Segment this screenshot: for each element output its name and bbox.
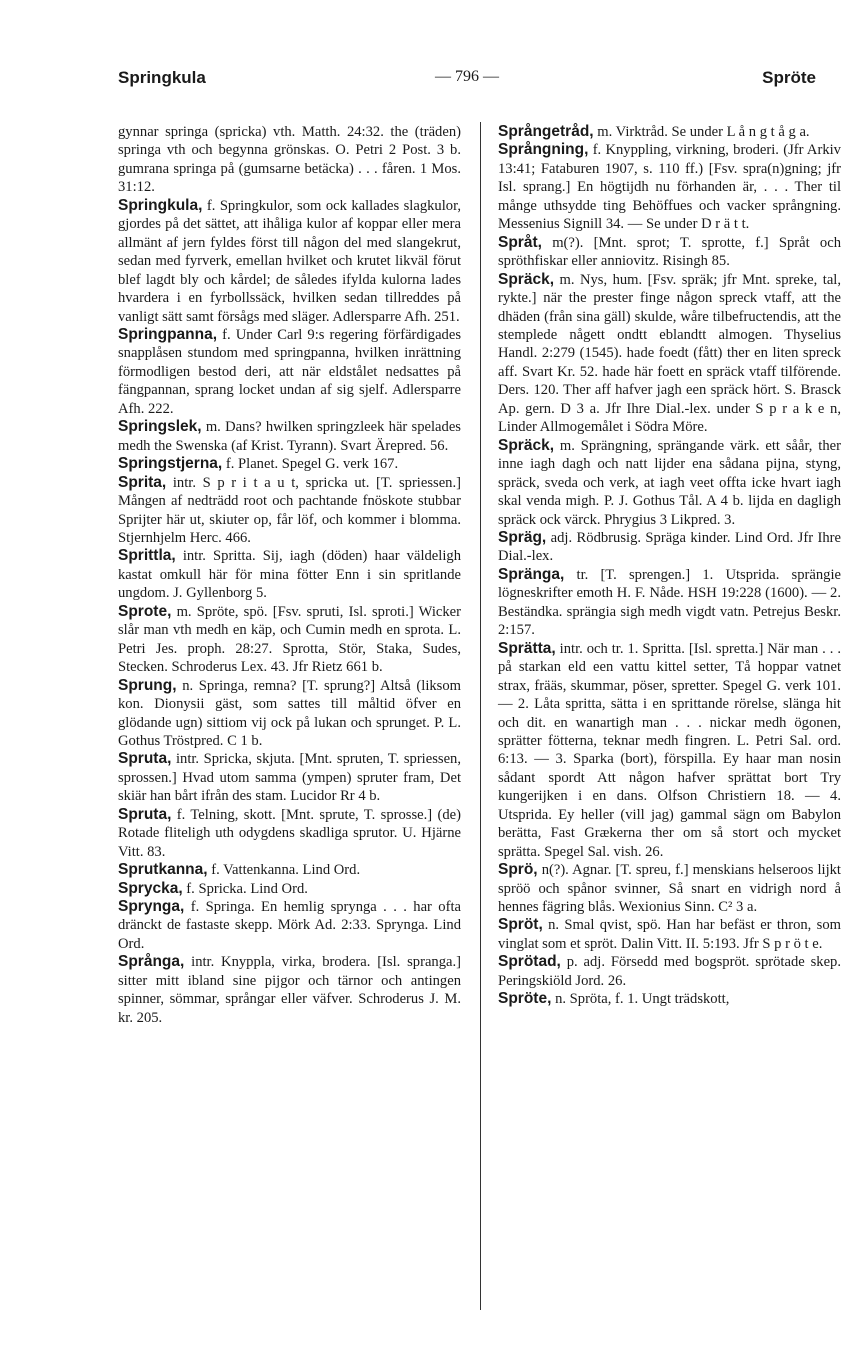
page-header xyxy=(118,68,816,92)
entry-headword: Spräck, xyxy=(498,436,555,454)
dictionary-entry xyxy=(118,953,461,1027)
entry-text: adj. Rödbrusig. Spräga kinder. Lind Ord. Jfr Ihre Dial.-lex. xyxy=(498,529,841,565)
dictionary-entry xyxy=(118,418,461,455)
entry-headword: Sprita, xyxy=(118,473,167,491)
entry-text: m. Virktråd. Se under L å n g t å g a. xyxy=(597,124,810,140)
dictionary-entry xyxy=(118,455,461,473)
entry-text: f. Spricka. Lind Ord. xyxy=(186,880,308,897)
dictionary-entry xyxy=(118,806,461,861)
entry-headword: Spruta, xyxy=(118,805,172,823)
dictionary-entry xyxy=(498,953,841,990)
dictionary-entry xyxy=(498,141,841,233)
dictionary-entry xyxy=(118,750,461,805)
dictionary-entry xyxy=(118,677,461,751)
entry-headword: Springpanna, xyxy=(118,325,218,343)
dictionary-entry xyxy=(118,123,461,197)
entry-headword: Sprötad, xyxy=(498,953,561,971)
entry-text: f. Planet. Spegel G. verk 167. xyxy=(225,456,399,473)
entry-text: gynnar springa (spricka) vth. Matth. 24:32. the (träden) springa vth och begynna grönskas. O. Petri 2 Post. 3 b. gumrana springa på (gumsarne betäcka) . . . fåren. 1 Mos. 31:12. xyxy=(118,124,461,196)
entry-headword: Sprittla, xyxy=(118,547,176,565)
entry-text: intr. och tr. 1. Spritta. [Isl. spretta.] När man . . . på starkan eld een vattu kittel setter, Tå hoppar vatnet strax, frääs, skummar, pöser, spretter. Spegel G. verk 101. — 2. Låta spritta, sätta i en sprittande rörelse, slänga hit och dit. en wanartigh man . . . nickar medh ögonen, sprätter fötterna, teknar medh fingren. L. Petri Sal. ord. 6:13. — 3. Sparka (bort), förspilla. Ey haar man nosin sådant spordt Att någon hafver sprättat bort Try kungerijken i en dans. Olfson Christiern 18. — 4. Utsprida. Ey heller (vill jag) gammal sägn om Babylon berätta, Fast Grækerna ther om så stort och mycket sprätta. Spegel Sal. vish. 26. xyxy=(498,640,841,860)
entry-headword: Spräg, xyxy=(498,528,547,546)
column-divider xyxy=(480,122,481,1310)
dictionary-entry xyxy=(498,123,841,141)
entry-text: n(?). Agnar. [T. spreu, f.] menskians helseroos lijkt spröö och spånor svinner, Så snart en vidrigh nord å hennes fägring blås. Wexionius Sinn. C² 3 a. xyxy=(498,862,841,916)
dictionary-entry xyxy=(118,603,461,677)
dictionary-entry xyxy=(498,861,841,916)
dictionary-entry xyxy=(118,898,461,953)
entry-text: m. Sprängning, sprängande värk. ett såår, ther inne iagh dagh och natt lijder ena sådana pijna, styng, spräck, sveda och verk, at iagh veet offta icke hvart iagh skal venda migh. P. J. Gothus Tål. A 4 b. lijda en dagligh spräck ock värck. Phrygius 3 Likpred. 3. xyxy=(498,437,841,528)
dictionary-entry xyxy=(498,437,841,529)
dictionary-entry xyxy=(498,640,841,861)
entry-text: n. Spröta, f. 1. Ungt trädskott, xyxy=(555,991,730,1008)
dictionary-entry xyxy=(498,234,841,271)
entry-headword: Språt, xyxy=(498,233,542,251)
entry-text: n. Smal qvist, spö. Han har befäst er thron, som vinglat som et spröt. Dalin Vitt. II. 5:193. Jfr S p r ö t e. xyxy=(498,917,841,952)
entry-text: f. Telning, skott. [Mnt. sprute, T. sprosse.] (de) Rotade fliteligh uth odygdens skadliga sprutor. U. Hjärne Vitt. 83. xyxy=(118,806,461,860)
entry-text: intr. Spricka, skjuta. [Mnt. spruten, T. spriessen, sprossen.] Hvad utom samma (ympen) spruter fram, Det skiär han bårt ifrån des stam. Lucidor Rr 4 b. xyxy=(118,751,461,805)
entry-text: f. Under Carl 9:s regering förfärdigades snapplåsen stundom med springpanna, hvilken inrättning förmodligen bestod deri, att när eldstålet nedsattes på fängpannan, sprang locket undan af sig sjelf. Adlersparre Afh. 222. xyxy=(118,326,461,417)
entry-headword: Språngetråd, xyxy=(498,123,594,140)
entry-headword: Sprynga, xyxy=(118,898,185,916)
entry-headword: Språnga, xyxy=(118,953,185,971)
entry-text: m. Dans? hwilken springzleek här spelades medh the Swenska (af Krist. Tyrann). Svart Ärepred. 56. xyxy=(118,419,461,454)
entry-text: f. Springa. En hemlig sprynga . . . har ofta dränckt de fastaste skepp. Mörk Ad. 2:33. Sprynga. Lind Ord. xyxy=(118,899,461,952)
entry-headword: Sprycka, xyxy=(118,879,183,897)
header-left-headword: Springkula xyxy=(118,68,206,87)
dictionary-entry xyxy=(498,529,841,566)
entry-text: m. Nys, hum. [Fsv. spräk; jfr Mnt. spreke, tal, rykte.] när the prester finge någon spreck vtaff, att the dhäden (från sina gäll) skulde, wåre tilbefructendis, att the stemplede någett ondtt eblandtt almogen. Thyselius Handl. 2:279 (1545). hade foedt (fått) ther en liten spreck aff. Svart Kr. 52. hade här foett en spräck vtaff tilförende. Ders. 120. Ther aff hafver jagh een spräck hört. S. Brasck Ap. gern. D 3 a. Jfr Ihre Dial.-lex. under S p r a k e n, Linder Allmogemålet i Södra Möre. xyxy=(498,271,841,436)
dictionary-entry xyxy=(118,197,461,326)
entry-headword: Sprung, xyxy=(118,676,177,694)
entry-text: m(?). [Mnt. sprot; T. sprotte, f.] Språt och spröthfiskar eller anniovitz. Risingh 85. xyxy=(498,234,841,270)
entry-headword: Springslek, xyxy=(118,418,202,436)
entry-text: f. Springkulor, som ock kallades slagkulor, gjordes på det sättet, att ihåliga kulor af koppar eller mera allmänt af jern fyldes först till någon del med slangekrut, sedan med fyrverk, emellan hvilket och krutet likväl förut blef lagdt bly och kårdel; de således ifylda kulorna lades hvardera i en fyrbollssäck, hvilken sedan tillreddes på vanligt sätt samt försågs med släger. Adlersparre Afh. 251. xyxy=(118,197,461,325)
entry-text: intr. Spritta. Sij, iagh (döden) haar väldeligh kastat omkull här för mina fötter Enn i sin spritlande ungdom. J. Gyllenborg 5. xyxy=(118,548,461,602)
entry-headword: Språngning, xyxy=(498,141,589,159)
dictionary-entry xyxy=(118,474,461,548)
dictionary-entry xyxy=(118,326,461,418)
entry-text: p. adj. Försedd med bogspröt. sprötade skep. Peringskiöld Jord. 26. xyxy=(498,954,841,989)
dictionary-entry xyxy=(118,861,461,879)
entry-text: tr. [T. sprengen.] 1. Utsprida. sprängie lögneskrifter emoth H. F. Nåde. HSH 19:228 (1600). — 2. Beständka. sprängia sigh medh vigdt vatn. Petrejus Beskr. 2:157. xyxy=(498,566,841,639)
entry-headword: Spröte, xyxy=(498,990,552,1008)
entry-headword: Spränga, xyxy=(498,565,565,583)
dictionary-entry xyxy=(498,271,841,437)
entry-text: f. Vattenkanna. Lind Ord. xyxy=(211,862,361,879)
left-column xyxy=(118,123,461,1027)
entry-text: intr. S p r i t a u t, spricka ut. [T. spriessen.] Mången af nedträdd root och pachtande fnöskote stubbar Sprijter här ut, skiuter op, får löf, och kommer i blomma. Stjernhjelm Herc. 466. xyxy=(118,474,461,546)
entry-headword: Sprote, xyxy=(118,602,172,620)
page-number: — 796 — xyxy=(435,68,499,85)
entry-text: m. Spröte, spö. [Fsv. spruti, Isl. sproti.] Wicker slår man vth medh en käp, och Cumin medh en sprota. L. Petri Jes. proph. 28:27. Sprotta, Stör, Staka, Sudes, Stecken. Schroderus Lex. 43. Jfr Rietz 661 b. xyxy=(118,603,461,676)
header-right-headword: Spröte xyxy=(762,68,816,87)
dictionary-entry xyxy=(118,880,461,898)
entry-headword: Spröt, xyxy=(498,916,543,934)
entry-headword: Spruta, xyxy=(118,750,172,768)
entry-headword: Sprö, xyxy=(498,861,538,879)
entry-headword: Sprätta, xyxy=(498,639,556,657)
dictionary-entry xyxy=(498,566,841,640)
right-column xyxy=(498,123,841,1009)
entry-headword: Sprutkanna, xyxy=(118,861,208,879)
dictionary-entry xyxy=(498,916,841,953)
entry-text: f. Knyppling, virkning, broderi. (Jfr Arkiv 13:41; Fataburen 1907, s. 110 ff.) [Fsv. spra(n)gning; jfr Isl. sprang.] En högtijdh nu förhanden är, . . . Ther til månge uthsydde ting Behöffues och vacker språngning. Messenius Signill 34. — Se under D r ä t t. xyxy=(498,142,841,233)
entry-text: intr. Knyppla, virka, brodera. [Isl. spranga.] sitter mitt ibland sine pijgor och tärnor och antingen spinner, sömmar, språngar eller väfver. Schroderus J. M. kr. 205. xyxy=(118,954,461,1026)
entry-headword: Spräck, xyxy=(498,270,555,288)
entry-headword: Springstjerna, xyxy=(118,455,223,473)
dictionary-entry xyxy=(118,547,461,602)
dictionary-entry xyxy=(498,990,841,1008)
entry-headword: Springkula, xyxy=(118,196,203,214)
entry-text: n. Springa, remna? [T. sprung?] Altså (liksom kon. Dionysii gäst, som sattes till måltid öfver en glödande ugn) sittiom vij ock på lukan och sprunget. P. L. Gothus Tröstpred. C 1 b. xyxy=(118,677,461,749)
